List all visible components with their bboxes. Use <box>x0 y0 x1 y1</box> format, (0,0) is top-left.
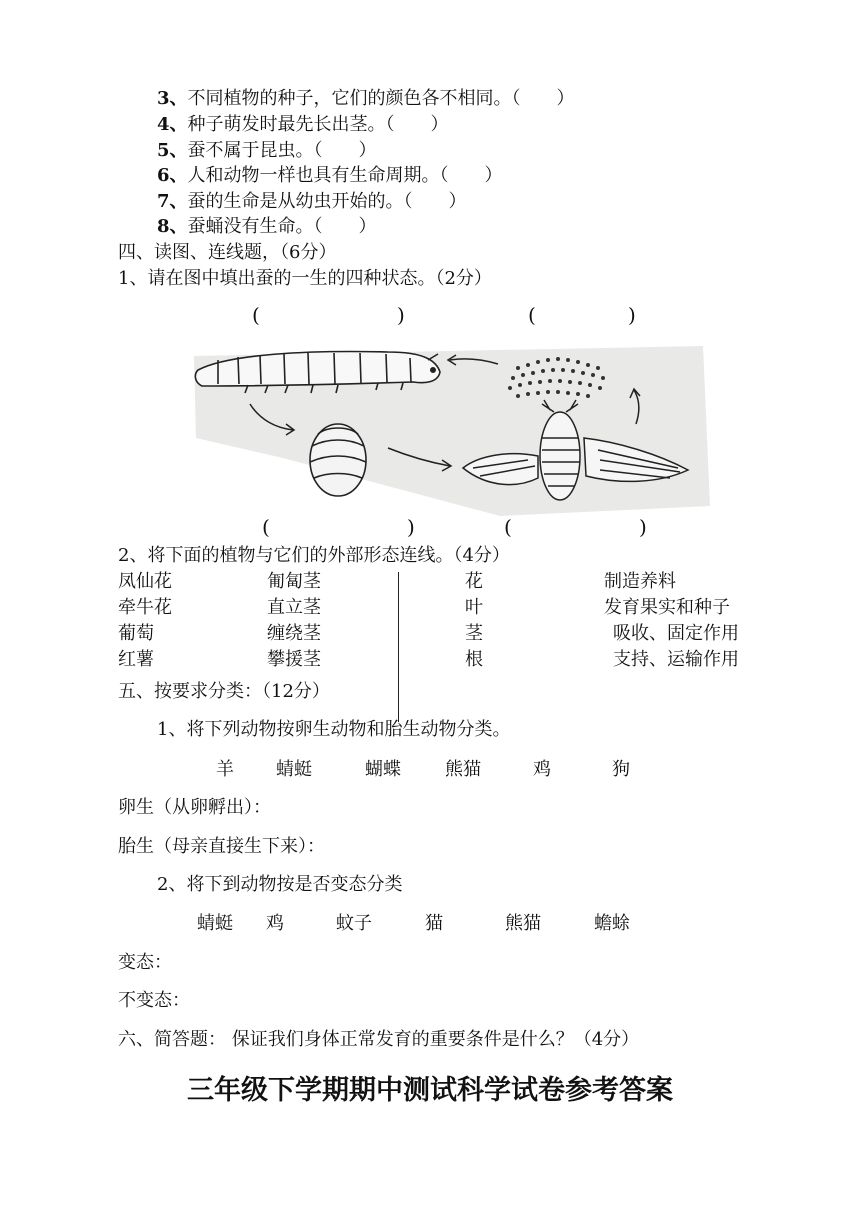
function-item: 吸收、固定作用 <box>613 623 739 644</box>
section6-heading: 六、简答题： 保证我们身体正常发育的重要条件是什么？（4分） <box>118 1029 640 1050</box>
viviparous-label: 胎生（母亲直接生下来）： <box>118 836 325 857</box>
pupa-drawing <box>310 424 366 496</box>
stem-type-item: 直立茎 <box>267 597 321 618</box>
animal-item: 蟾蜍 <box>594 913 630 934</box>
question-7: 7、蚕的生命是从幼虫开始的。（ ） <box>157 191 467 212</box>
function-item: 发育果实和种子 <box>604 597 730 618</box>
organ-item: 花 <box>465 571 483 592</box>
no-metamorphosis-label: 不变态： <box>118 990 190 1011</box>
blank-paren-close: ) <box>628 303 636 327</box>
column-divider <box>398 572 399 722</box>
stem-type-item: 匍匐茎 <box>267 571 321 592</box>
section5-question-2: 2、将下到动物按是否变态分类 <box>157 874 403 895</box>
stem-type-item: 攀援茎 <box>267 649 321 670</box>
animal-item: 蜻蜓 <box>197 913 233 934</box>
animal-item: 羊 <box>216 759 234 780</box>
organ-item: 茎 <box>465 623 483 644</box>
function-item: 制造养料 <box>604 571 676 592</box>
blank-paren-open: ( <box>262 515 270 539</box>
section5-question-1: 1、将下列动物按卵生动物和胎生动物分类。 <box>157 719 511 740</box>
question-4: 4、种子萌发时最先长出茎。（ ） <box>157 114 449 135</box>
plant-item: 凤仙花 <box>118 571 172 592</box>
section4-question-2: 2、将下面的植物与它们的外部形态连线。（4分） <box>118 545 510 566</box>
plant-item: 红薯 <box>118 649 154 670</box>
organ-item: 叶 <box>465 597 483 618</box>
animal-item: 蜻蜓 <box>276 759 312 780</box>
section4-question-1: 1、请在图中填出蚕的一生的四种状态。（2分） <box>118 268 492 289</box>
oviparous-label: 卵生（从卵孵出）： <box>118 797 271 818</box>
animal-item: 狗 <box>612 759 630 780</box>
blank-paren-open: ( <box>528 303 536 327</box>
question-5: 5、蚕不属于昆虫。（ ） <box>157 140 377 161</box>
animal-item: 猫 <box>425 913 443 934</box>
question-8: 8、蚕蛹没有生命。（ ） <box>157 216 377 237</box>
blank-paren-close: ) <box>639 515 647 539</box>
animal-item: 蝴蝶 <box>365 759 401 780</box>
stem-type-item: 缠绕茎 <box>267 623 321 644</box>
plant-item: 葡萄 <box>118 623 154 644</box>
organ-item: 根 <box>465 649 483 670</box>
function-item: 支持、运输作用 <box>613 649 739 670</box>
metamorphosis-label: 变态： <box>118 952 172 973</box>
animal-item: 熊猫 <box>505 913 541 934</box>
question-3: 3、不同植物的种子，它们的颜色各不相同。（ ） <box>157 88 575 109</box>
plant-item: 牵牛花 <box>118 597 172 618</box>
blank-paren-open: ( <box>252 303 260 327</box>
animal-item: 熊猫 <box>445 759 481 780</box>
section5-heading: 五、按要求分类：（12分） <box>118 681 330 702</box>
animal-item: 鸡 <box>533 759 551 780</box>
blank-paren-close: ) <box>407 515 415 539</box>
animal-item: 蚊子 <box>336 913 372 934</box>
blank-paren-open: ( <box>504 515 512 539</box>
animal-item: 鸡 <box>266 913 284 934</box>
section4-heading: 四、读图、连线题，（6分） <box>118 242 337 263</box>
answer-key-title: 三年级下学期期中测试科学试卷参考答案 <box>187 1075 673 1106</box>
question-6: 6、人和动物一样也具有生命周期。（ ） <box>157 165 503 186</box>
silkworm-life-cycle-image <box>188 338 718 520</box>
blank-paren-close: ) <box>397 303 405 327</box>
